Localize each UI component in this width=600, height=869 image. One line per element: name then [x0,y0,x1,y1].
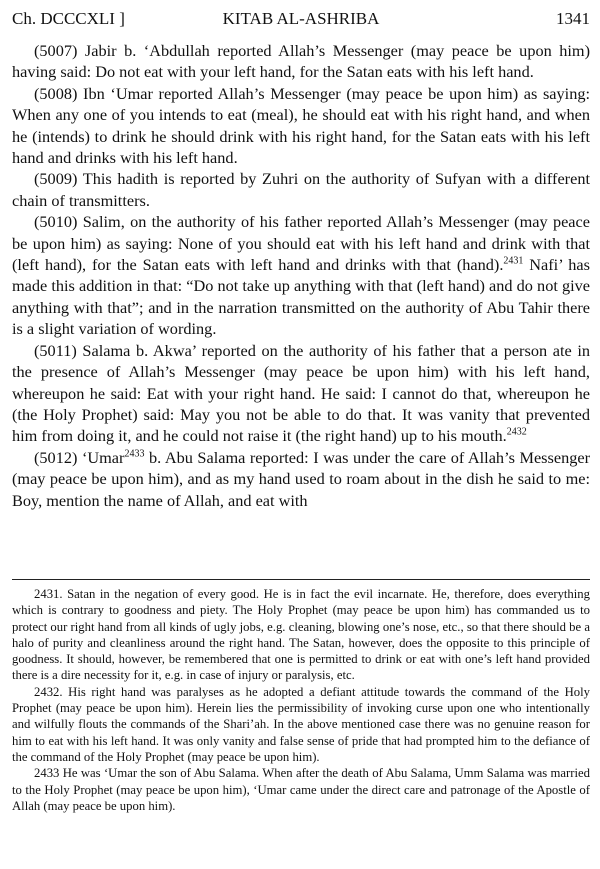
hadith-5010-text-a: (5010) Salim, on the authority of his father reported Allah’s Messenger (may peace be upon him) as saying: None of you should eat with his left hand and drink with that (left hand), for the Satan eats with left hand and drinks with that (hand). [12,212,590,275]
hadith-5012-text-b: b. Abu Salama reported: I was under the care of Allah’s Messenger (may peace be upon him), and as my hand used to roam about in the dish he said to me: Boy, mention the name of Allah, and eat with [12,447,591,510]
hadith-5008: (5008) Ibn ‘Umar reported Allah’s Messenger (may peace be upon him) as saying: When any one of you intends to eat (meal), he should eat with his right hand, and when he (intends) to drink he should drink with his right hand, for the Satan eats with his left hand and drinks with his left hand. [12,83,590,168]
footnotes [12,586,590,814]
footnote-2432: 2432. His right hand was paralyses as he adopted a defiant attitude towards the command of the Holy Prophet (may peace be upon him). Herein lies the permissibility of invoking curse upon one who intentionally and wilfully flouts the commands of the Shari’ah. In the above mentioned case there was no genuine reason for him to eat with his left hand. It was only vanity and false sense of pride that had prompted him to the defiance of the command of the Holy Prophet (may peace be upon him). [12,684,590,764]
hadith-5011 [12,340,590,447]
footnote-ref-2432: 2432 [506,426,527,438]
hadith-5012 [12,447,590,511]
footnote-2431: 2431. Satan in the negation of every good. He is in fact the evil incarnate. He, therefore, does everything which is contrary to goodness and piety. The Holy Prophet (may peace be upon him) has commanded us to protect our right hand from all kinds of ugly jobs, e.g. cleaning, blowing one’s nose, etc., so that there should be a halo of purity and cleanliness around the right hand. The Satan, however, does the opposite to this principle of goodness. It should, however, be remembered that one is permitted to drink or eat with one’s left hand provided there is a dire necessity for it, e.g. in case of injury or paralysis, etc. [12,587,590,683]
chapter-label: Ch. DCCCXLI ] [12,9,125,28]
hadith-5009: (5009) This hadith is reported by Zuhri on the authority of Sufyan with a different chain of transmitters. [12,169,590,210]
footnote-ref-2433: 2433 [124,448,145,460]
hadith-5010 [12,211,590,339]
footnote-ref-2431: 2431 [503,255,524,267]
hadith-5012-text-a: (5012) ‘Umar [34,447,125,467]
hadith-5011-text: (5011) Salama b. Akwa’ reported on the authority of his father that a person ate in the presence of Allah’s Messenger (may peace be upon him) with his left hand, whereupon he said: Eat with your right hand. He said: I cannot do that, whereupon he (the Holy Prophet) said: May you not be able to do that. It was vanity that prevented him from doing it, and he could not raise it (the right hand) up to his mouth. [12,340,590,446]
book-title: KITAB AL-ASHRIBA [222,9,380,28]
book-page [12,0,590,869]
hadith-5010-text-b: Nafi’ has made this addition in that: “Do not take up anything with that (left hand) and do not give anything with that”; and in the narration transmitted on the authority of Abu Tahir there is a slight variation of wording. [12,255,590,339]
hadith-5007: (5007) Jabir b. ‘Abdullah reported Allah’s Messenger (may peace be upon him) having said: Do not eat with your left hand, for the Satan eats with his left hand. [12,41,590,82]
footnote-2433: 2433 He was ‘Umar the son of Abu Salama. When after the death of Abu Salama, Umm Salama was married to the Holy Prophet (may peace be upon him), ‘Umar came under the direct care and patronage of the Apostle of Allah (may peace be upon him). [12,766,590,813]
running-head [12,8,590,30]
footnote-divider [12,579,590,580]
main-text [12,40,590,511]
page-number: 1341 [556,9,590,28]
